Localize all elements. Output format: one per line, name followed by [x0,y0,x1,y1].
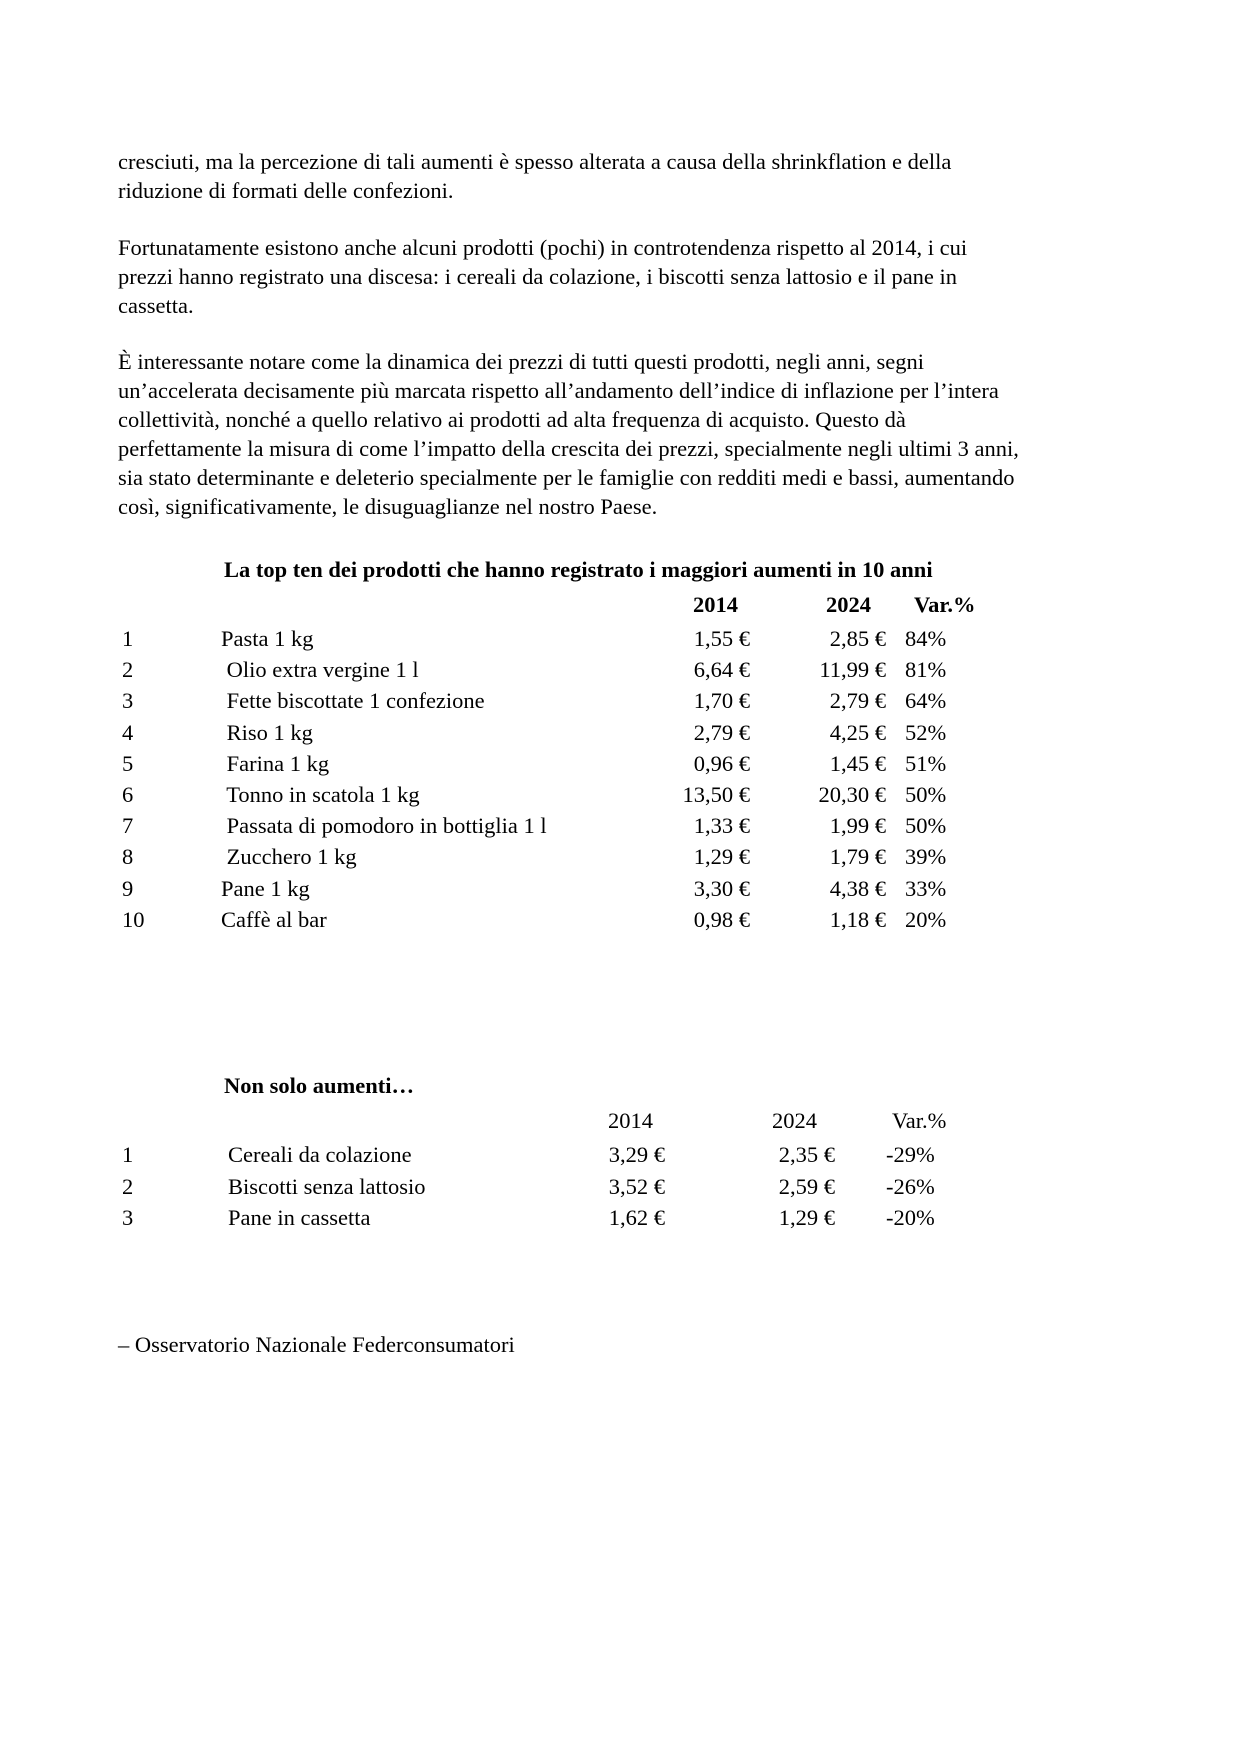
price-2024-cell: 20,30 € [818,782,886,807]
price-2014-cell: 1,29 € [693,844,750,870]
product-cell: Farina 1 kg [221,750,330,776]
paragraph-line: cassetta. [118,293,194,318]
product-cell: Pasta 1 kg [221,626,314,651]
price-2014-cell: 0,96 € [693,750,750,776]
rank-cell: 5 [122,750,134,776]
variation-cell: 20% [905,906,947,932]
variation-cell: 50% [905,813,947,839]
paragraph-2 [118,233,1138,320]
price-2024-cell: 1,18 € [829,906,886,932]
price-2024-cell: 2,59 € [778,1173,835,1199]
product-cell: Olio extra vergine 1 l [221,657,419,683]
variation-cell: 81% [905,657,947,683]
table-row [0,749,1241,778]
paragraph-line: un’accelerata decisamente più marcata rispetto all’andamento dell’indice di inflazione per l’intera [118,378,999,403]
top-ten-header-row [0,590,1241,619]
price-2024-cell: 4,25 € [829,719,886,745]
header-2014: 2014 [608,1108,653,1133]
product-cell: Biscotti senza lattosio [228,1173,426,1199]
table-row [0,624,1241,653]
paragraph-line: riduzione di formati delle confezioni. [118,178,454,203]
price-2024-cell: 2,79 € [829,688,886,714]
product-cell: Caffè al bar [221,906,327,932]
paragraph-line: sia stato determinante e deleterio specialmente per le famiglie con redditi medi e bassi, aumentando [118,465,1015,490]
variation-cell: -29% [886,1142,935,1167]
product-cell: Fette biscottate 1 confezione [221,688,485,714]
table-row [0,780,1241,809]
rank-cell: 10 [122,906,145,932]
decreases-title: Non solo aumenti… [224,1073,415,1098]
paragraph-line: perfettamente la misura di come l’impatto della crescita dei prezzi, specialmente negli ultimi 3 anni, [118,436,1019,461]
price-2014-cell: 2,79 € [693,719,750,745]
header-2024: 2024 [772,1108,817,1133]
price-2024-cell: 1,99 € [829,813,886,839]
variation-cell: 33% [905,875,947,901]
variation-cell: 39% [905,844,947,870]
product-cell: Riso 1 kg [221,719,313,745]
product-cell: Pane in cassetta [228,1205,371,1230]
paragraph-line: collettività, nonché a quello relativo ai prodotti ad alta frequenza di acquisto. Questo dà [118,407,906,432]
header-2014: 2014 [693,592,738,617]
rank-cell: 7 [122,813,134,839]
paragraph-1 [118,147,1138,205]
price-2014-cell: 1,33 € [693,813,750,839]
source-text: – Osservatorio Nazionale Federconsumatori [118,1332,515,1357]
decreases-header-row [0,1106,1241,1135]
price-2024-cell: 2,35 € [778,1142,835,1167]
price-2024-cell: 2,85 € [829,626,886,651]
table-row [0,905,1241,934]
price-2014-cell: 0,98 € [693,906,750,932]
variation-cell: 51% [905,750,947,776]
rank-cell: 3 [122,688,134,714]
table-row [0,655,1241,684]
table-row [0,686,1241,715]
price-2014-cell: 13,50 € [682,782,750,807]
variation-cell: 50% [905,782,947,807]
product-cell: Pane 1 kg [221,875,310,901]
rank-cell: 1 [122,626,134,651]
rank-cell: 4 [122,719,134,745]
price-2024-cell: 1,45 € [829,750,886,776]
table-row [0,842,1241,871]
product-cell: Passata di pomodoro in bottiglia 1 l [221,813,547,839]
paragraph-line: prezzi hanno registrato una discesa: i cereali da colazione, i biscotti senza lattosio e il pane in [118,264,958,289]
variation-cell: 64% [905,688,947,714]
price-2024-cell: 1,79 € [829,844,886,870]
table-row [0,1172,1241,1201]
price-2014-cell: 1,70 € [693,688,750,714]
paragraph-line: È interessante notare come la dinamica dei prezzi di tutti questi prodotti, negli anni, segni [118,349,925,374]
table-row [0,874,1241,903]
paragraph-line: Fortunatamente esistono anche alcuni prodotti (pochi) in controtendenza rispetto al 2014, i cui [118,235,968,260]
paragraph-line: così, significativamente, le disuguaglianze nel nostro Paese. [118,494,658,519]
product-cell: Cereali da colazione [228,1142,412,1167]
price-2014-cell: 3,29 € [608,1142,665,1167]
table-row [0,811,1241,840]
product-cell: Tonno in scatola 1 kg [221,782,420,807]
variation-cell: -20% [886,1205,935,1230]
rank-cell: 9 [122,875,134,901]
table-row [0,718,1241,747]
price-2014-cell: 6,64 € [693,657,750,683]
price-2014-cell: 1,62 € [608,1205,665,1230]
source-attribution [118,1330,1138,1359]
price-2024-cell: 1,29 € [778,1205,835,1230]
rank-cell: 3 [122,1205,134,1230]
price-2024-cell: 11,99 € [819,657,886,683]
price-2024-cell: 4,38 € [829,875,886,901]
price-2014-cell: 1,55 € [693,626,750,651]
header-2024: 2024 [826,592,871,617]
table-row [0,1203,1241,1232]
header-var: Var.% [914,592,976,617]
paragraph-line: cresciuti, ma la percezione di tali aumenti è spesso alterata a causa della shrinkflation e della [118,149,952,174]
price-2014-cell: 3,30 € [693,875,750,901]
rank-cell: 6 [122,782,134,807]
table-row [0,1140,1241,1169]
product-cell: Zucchero 1 kg [221,844,357,870]
variation-cell: 84% [905,626,947,651]
rank-cell: 1 [122,1142,134,1167]
rank-cell: 8 [122,844,134,870]
price-2014-cell: 3,52 € [608,1173,665,1199]
header-var: Var.% [892,1108,947,1133]
rank-cell: 2 [122,1173,134,1199]
rank-cell: 2 [122,657,134,683]
paragraph-3 [118,347,1138,521]
variation-cell: 52% [905,719,947,745]
top-ten-title: La top ten dei prodotti che hanno registrato i maggiori aumenti in 10 anni [224,557,933,582]
variation-cell: -26% [886,1173,935,1199]
